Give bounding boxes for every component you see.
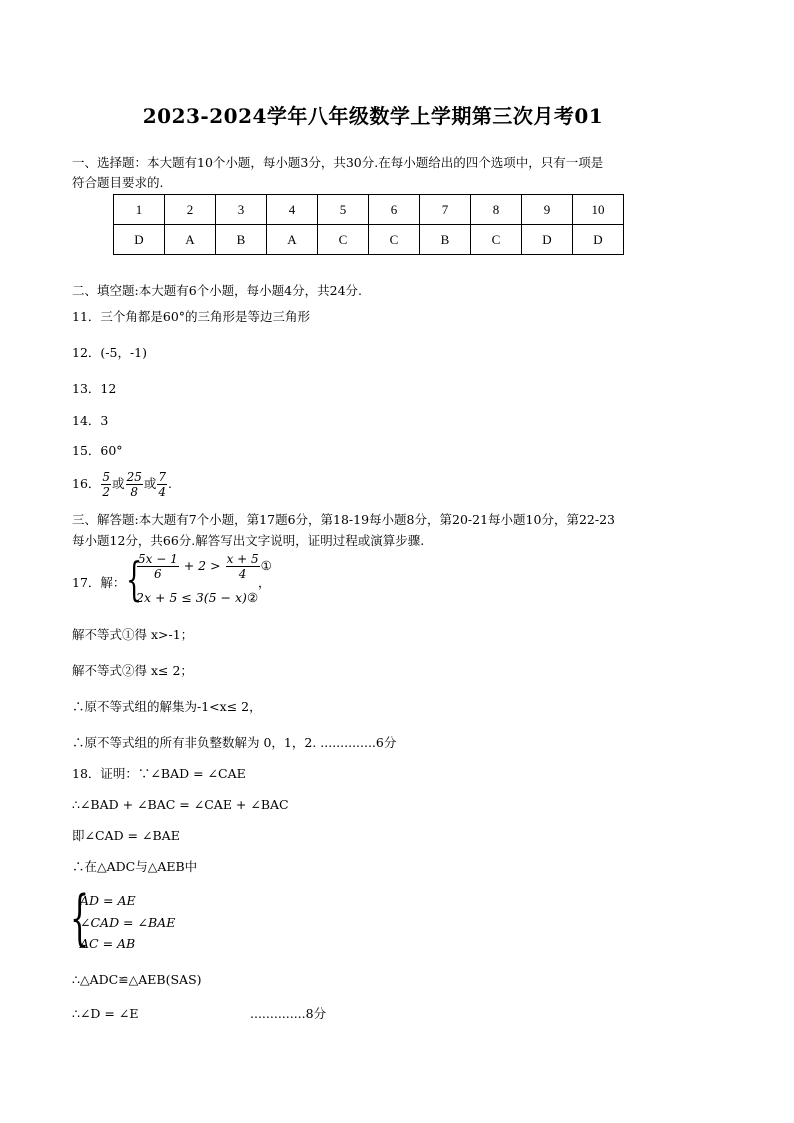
answer-table-number-row bbox=[114, 195, 624, 225]
question-number: 2 bbox=[165, 195, 216, 225]
fraction-25-8: $\frac{25}{8}$ bbox=[126, 470, 142, 499]
answer-16: 16． $\frac{5}{2}$ 或 $\frac{25}{8}$ 或 $\frac{7}{4}$ . bbox=[72, 470, 172, 499]
section3-line1: 三、解答题:本大题有7个小题，第17题6分，第18-19每小题8分，第20-21每小题10分，第22-23 bbox=[72, 512, 615, 527]
section3-line2: 每小题12分，共66分.解答写出文字说明，证明过程或演算步骤. bbox=[72, 533, 425, 548]
q18-line-1: 18．证明：∵∠BAD = ∠CAE bbox=[72, 766, 246, 781]
fraction-7-4: $\frac{7}{4}$ bbox=[158, 470, 166, 499]
question-number: 1 bbox=[114, 195, 165, 225]
fraction-5-2: $\frac{5}{2}$ bbox=[102, 470, 111, 499]
q17-step-1: 解不等式①得 x>-1； bbox=[72, 627, 194, 642]
question-number: 9 bbox=[522, 195, 573, 225]
condition-3: AC = AB bbox=[80, 936, 136, 951]
question-number: 5 bbox=[318, 195, 369, 225]
q18-line-6: ∴∠D = ∠E bbox=[72, 1006, 139, 1021]
question-number: 4 bbox=[267, 195, 318, 225]
answer-13: 13．12 bbox=[72, 381, 117, 396]
section2-heading: 二、填空题:本大题有6个小题，每小题4分，共24分. bbox=[72, 283, 362, 298]
answer-cell: B bbox=[216, 225, 267, 255]
inequality-2: 2x + 5 ≤ 3(5 − x)② bbox=[136, 590, 259, 605]
question-number: 6 bbox=[369, 195, 420, 225]
question-number: 10 bbox=[573, 195, 624, 225]
section1-line2: 符合题目要求的. bbox=[72, 175, 164, 190]
answer-table bbox=[113, 194, 624, 255]
answer-table-answer-row bbox=[114, 225, 624, 255]
answer-15: 15．60° bbox=[72, 443, 123, 458]
answer-cell: A bbox=[165, 225, 216, 255]
system-comma: ， bbox=[258, 575, 271, 590]
condition-2: ∠CAD = ∠BAE bbox=[80, 915, 176, 930]
answer-17-label: 17．解： bbox=[72, 575, 126, 590]
answer-14: 14．3 bbox=[72, 413, 109, 428]
answer-cell: D bbox=[522, 225, 573, 255]
q18-line-3: 即∠CAD = ∠BAE bbox=[72, 828, 180, 843]
answer-cell: B bbox=[420, 225, 471, 255]
q17-step-4: ∴原不等式组的所有非负整数解为 0，1，2. ..............6分 bbox=[72, 735, 397, 750]
page-title: 2023-2024学年八年级数学上学期第三次月考01 bbox=[142, 104, 604, 128]
question-number: 7 bbox=[420, 195, 471, 225]
q18-line-5: ∴△ADC≌△AEB(SAS) bbox=[72, 972, 202, 987]
q17-step-3: ∴原不等式组的解集为-1<x≤ 2， bbox=[72, 699, 262, 714]
answer-cell: C bbox=[318, 225, 369, 255]
answer-cell: D bbox=[573, 225, 624, 255]
condition-1: AD = AE bbox=[80, 893, 136, 908]
congruence-brace: { bbox=[70, 883, 90, 953]
question-number: 8 bbox=[471, 195, 522, 225]
q18-score: ..............8分 bbox=[250, 1006, 327, 1021]
q18-line-4: ∴在△ADC与△AEB中 bbox=[72, 859, 198, 874]
inequality-1: $\frac{5x - 1}{6}$ + 2 > $\frac{x + 5}{4}$ ① bbox=[138, 552, 272, 581]
question-number: 3 bbox=[216, 195, 267, 225]
answer-11: 11．三个角都是60°的三角形是等边三角形 bbox=[72, 309, 311, 324]
q18-line-2: ∴∠BAD + ∠BAC = ∠CAE + ∠BAC bbox=[72, 797, 289, 812]
answer-12: 12．(-5，-1) bbox=[72, 345, 148, 360]
answer-cell: A bbox=[267, 225, 318, 255]
answer-cell: C bbox=[471, 225, 522, 255]
answer-16-label: 16． bbox=[72, 476, 101, 491]
answer-cell: C bbox=[369, 225, 420, 255]
section1-line1: 一、选择题：本大题有10个小题，每小题3分，共30分.在每小题给出的四个选项中，只有一项是 bbox=[72, 155, 604, 170]
system-brace: { bbox=[126, 552, 143, 606]
q17-step-2: 解不等式②得 x≤ 2； bbox=[72, 663, 193, 678]
answer-cell: D bbox=[114, 225, 165, 255]
